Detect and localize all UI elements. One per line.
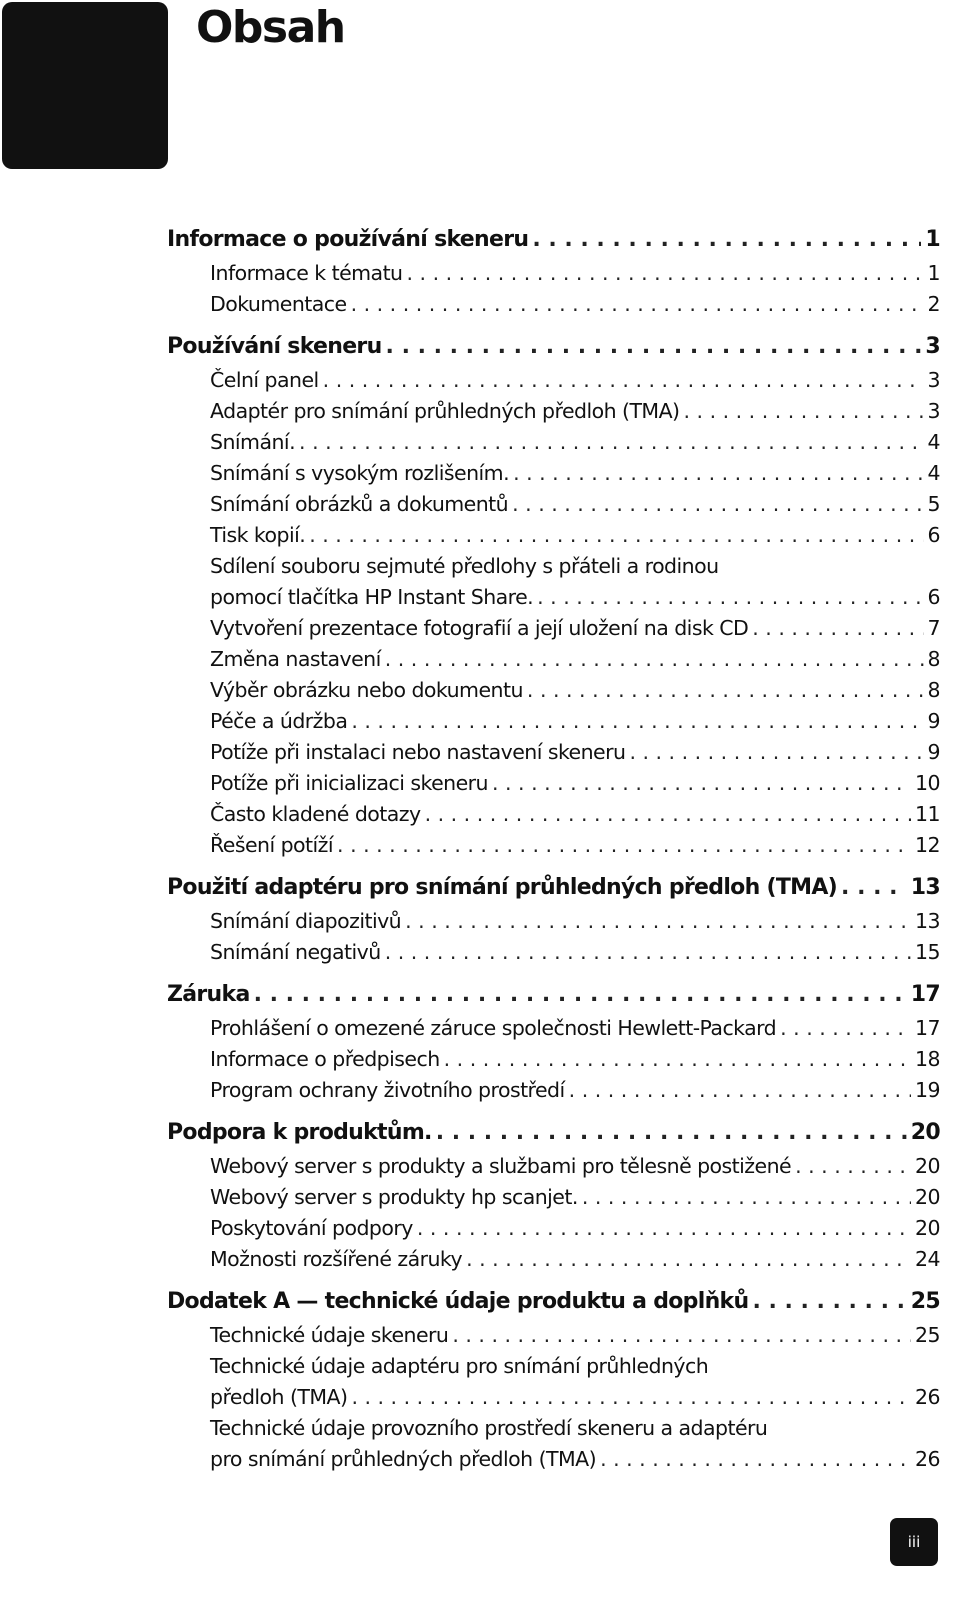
toc-entry-page: 1 bbox=[927, 261, 940, 285]
toc-chapter-entry[interactable] bbox=[167, 1115, 940, 1151]
toc-entry-title: Dokumentace bbox=[210, 292, 347, 316]
toc-entry[interactable] bbox=[167, 1320, 940, 1351]
toc-entry-page: 26 bbox=[915, 1385, 940, 1409]
toc-entry-title: Péče a údržba bbox=[210, 709, 348, 733]
toc-entry-page: 20 bbox=[915, 1216, 940, 1240]
toc-entry-title: Snímání obrázků a dokumentů bbox=[210, 492, 509, 516]
toc-entry-page: 3 bbox=[927, 368, 940, 392]
toc-entry-page: 9 bbox=[927, 740, 940, 764]
toc-chapter-page: 17 bbox=[910, 982, 940, 1007]
toc-entry-title: Snímání negativů bbox=[210, 940, 381, 964]
toc-entry-page: 15 bbox=[915, 940, 940, 964]
dot-leader bbox=[444, 1044, 911, 1075]
dot-leader bbox=[582, 1182, 911, 1213]
toc-entry-title: Vytvoření prezentace fotografií a její uložení na disk CD bbox=[210, 616, 749, 640]
toc-entry-title: Adaptér pro snímání průhledných předloh (TMA) bbox=[210, 399, 680, 423]
dot-leader bbox=[254, 977, 907, 1013]
dot-leader bbox=[351, 706, 923, 737]
toc-entry-title: Snímání diapozitivů bbox=[210, 909, 402, 933]
toc-entry-title: Možnosti rozšířené záruky bbox=[210, 1247, 463, 1271]
toc-entry[interactable] bbox=[167, 289, 940, 320]
toc-entry[interactable] bbox=[167, 737, 940, 768]
toc-entry-title: Tisk kopií. bbox=[210, 523, 306, 547]
toc-entry-title: Poskytování podpory bbox=[210, 1216, 413, 1240]
toc-entry[interactable] bbox=[167, 582, 940, 613]
toc-entry-page: 17 bbox=[915, 1016, 940, 1040]
toc-chapter-title: Informace o používání skeneru bbox=[167, 227, 529, 252]
dot-leader bbox=[537, 582, 923, 613]
dot-leader bbox=[386, 329, 922, 365]
toc-chapter-entry[interactable] bbox=[167, 329, 940, 365]
toc-entry-title: Potíže při inicializaci skeneru bbox=[210, 771, 488, 795]
toc-entry-line[interactable]: Sdílení souboru sejmuté předlohy s přáteli a rodinou bbox=[210, 554, 719, 578]
dot-leader bbox=[513, 458, 923, 489]
toc-entry-title: Řešení potíží bbox=[210, 833, 334, 857]
toc-entry[interactable] bbox=[167, 1182, 940, 1213]
toc-entry-title: Snímání. bbox=[210, 430, 296, 454]
dot-leader bbox=[417, 1213, 911, 1244]
toc-entry-page: 4 bbox=[927, 461, 940, 485]
toc-chapter-entry[interactable] bbox=[167, 870, 940, 906]
dot-leader bbox=[452, 1320, 911, 1351]
toc-entry-page: 19 bbox=[915, 1078, 940, 1102]
dot-leader bbox=[780, 1013, 911, 1044]
dot-leader bbox=[466, 1244, 911, 1275]
toc-section bbox=[167, 1115, 940, 1275]
dot-leader bbox=[752, 613, 923, 644]
toc-entry-title: Čelní panel bbox=[210, 368, 319, 392]
toc-chapter-page: 25 bbox=[910, 1289, 940, 1314]
toc-entry-page: 24 bbox=[915, 1247, 940, 1271]
toc-entry-page: 13 bbox=[915, 909, 940, 933]
toc-entry[interactable] bbox=[167, 1382, 940, 1413]
toc-entry[interactable] bbox=[167, 706, 940, 737]
toc-entry[interactable] bbox=[167, 768, 940, 799]
toc-entry[interactable] bbox=[167, 365, 940, 396]
dot-leader bbox=[337, 830, 911, 861]
toc-entry-page: 6 bbox=[927, 523, 940, 547]
toc-chapter-title: Dodatek A — technické údaje produktu a doplňků bbox=[167, 1289, 749, 1314]
toc-chapter-entry[interactable] bbox=[167, 222, 940, 258]
toc-chapter-title: Záruka bbox=[167, 982, 250, 1007]
dot-leader bbox=[532, 222, 921, 258]
toc-entry-page: 2 bbox=[927, 292, 940, 316]
toc-entry-title: Program ochrany životního prostředí bbox=[210, 1078, 565, 1102]
toc-entry[interactable] bbox=[167, 906, 940, 937]
dot-leader bbox=[527, 675, 924, 706]
toc-chapter-entry[interactable] bbox=[167, 977, 940, 1013]
dot-leader bbox=[629, 737, 923, 768]
toc-entry-page: 9 bbox=[927, 709, 940, 733]
dot-leader bbox=[600, 1444, 911, 1475]
toc-entry-page: 4 bbox=[927, 430, 940, 454]
toc-section bbox=[167, 870, 940, 968]
toc-entry-page: 25 bbox=[915, 1323, 940, 1347]
toc-chapter-page: 3 bbox=[925, 334, 940, 359]
dot-leader bbox=[492, 768, 911, 799]
dot-leader bbox=[351, 289, 924, 320]
toc-chapter-page: 13 bbox=[910, 875, 940, 900]
toc-entry[interactable] bbox=[167, 1213, 940, 1244]
dot-leader bbox=[323, 365, 924, 396]
toc-entry[interactable] bbox=[167, 458, 940, 489]
toc-entry-title: Snímání s vysokým rozlišením. bbox=[210, 461, 510, 485]
dot-leader bbox=[795, 1151, 911, 1182]
toc-entry[interactable] bbox=[167, 396, 940, 427]
toc-chapter-title: Podpora k produktům. bbox=[167, 1120, 432, 1145]
toc-entry-page: 26 bbox=[915, 1447, 940, 1471]
toc-entry-title: Informace o předpisech bbox=[210, 1047, 440, 1071]
toc-entry[interactable] bbox=[167, 1444, 940, 1475]
toc-entry-page: 20 bbox=[915, 1185, 940, 1209]
toc-section bbox=[167, 977, 940, 1106]
toc-section bbox=[167, 222, 940, 320]
toc-entry[interactable] bbox=[167, 1075, 940, 1106]
corner-tab-block bbox=[2, 2, 168, 169]
toc-entry-title: Technické údaje skeneru bbox=[210, 1323, 449, 1347]
toc-entry-title: Prohlášení o omezené záruce společnosti Hewlett-Packard bbox=[210, 1016, 777, 1040]
toc-entry-title: pomocí tlačítka HP Instant Share. bbox=[210, 585, 534, 609]
toc-entry-page: 8 bbox=[927, 678, 940, 702]
dot-leader bbox=[405, 906, 911, 937]
toc-entry[interactable] bbox=[167, 1044, 940, 1075]
toc-entry[interactable] bbox=[167, 937, 940, 968]
dot-leader bbox=[841, 870, 907, 906]
toc-entry-page: 8 bbox=[927, 647, 940, 671]
dot-leader bbox=[351, 1382, 911, 1413]
toc-entry-page: 7 bbox=[927, 616, 940, 640]
page-number: iii bbox=[890, 1518, 938, 1566]
toc-chapter-entry[interactable] bbox=[167, 1284, 940, 1320]
toc-entry[interactable] bbox=[167, 1013, 940, 1044]
toc-entry-title: Výběr obrázku nebo dokumentu bbox=[210, 678, 523, 702]
toc-entry-page: 12 bbox=[915, 833, 940, 857]
table-of-contents bbox=[167, 222, 940, 1484]
toc-entry-title: Informace k tématu bbox=[210, 261, 403, 285]
toc-entry[interactable] bbox=[167, 799, 940, 830]
toc-entry-page: 10 bbox=[915, 771, 940, 795]
toc-entry-title: Potíže při instalaci nebo nastavení skeneru bbox=[210, 740, 626, 764]
dot-leader bbox=[385, 644, 924, 675]
toc-entry[interactable] bbox=[167, 675, 940, 706]
toc-entry-page: 18 bbox=[915, 1047, 940, 1071]
toc-section bbox=[167, 1284, 940, 1475]
toc-entry[interactable] bbox=[167, 520, 940, 551]
toc-chapter-title: Používání skeneru bbox=[167, 334, 382, 359]
toc-chapter-page: 1 bbox=[925, 227, 940, 252]
toc-entry[interactable] bbox=[167, 427, 940, 458]
dot-leader bbox=[436, 1115, 907, 1151]
toc-section bbox=[167, 329, 940, 861]
toc-entry[interactable] bbox=[167, 258, 940, 289]
toc-entry-title: Změna nastavení bbox=[210, 647, 381, 671]
dot-leader bbox=[309, 520, 923, 551]
dot-leader bbox=[569, 1075, 911, 1106]
toc-chapter-page: 20 bbox=[910, 1120, 940, 1145]
toc-entry-title: předloh (TMA) bbox=[210, 1385, 348, 1409]
toc-entry-title: Často kladené dotazy bbox=[210, 802, 421, 826]
dot-leader bbox=[425, 799, 911, 830]
toc-entry-page: 3 bbox=[927, 399, 940, 423]
dot-leader bbox=[407, 258, 924, 289]
toc-entry-page: 11 bbox=[915, 802, 940, 826]
toc-entry-page: 6 bbox=[927, 585, 940, 609]
toc-entry-page: 5 bbox=[927, 492, 940, 516]
toc-entry-title: Webový server s produkty a službami pro tělesně postižené bbox=[210, 1154, 792, 1178]
toc-chapter-title: Použití adaptéru pro snímání průhledných předloh (TMA) bbox=[167, 875, 838, 900]
dot-leader bbox=[385, 937, 911, 968]
dot-leader bbox=[684, 396, 924, 427]
toc-entry[interactable] bbox=[167, 489, 940, 520]
toc-entry-page: 20 bbox=[915, 1154, 940, 1178]
toc-entry-line[interactable]: Technické údaje adaptéru pro snímání průhledných bbox=[210, 1354, 709, 1378]
toc-entry-title: pro snímání průhledných předloh (TMA) bbox=[210, 1447, 597, 1471]
page-title: Obsah bbox=[196, 2, 345, 53]
dot-leader bbox=[752, 1284, 906, 1320]
toc-entry[interactable] bbox=[167, 1151, 940, 1182]
dot-leader bbox=[299, 427, 923, 458]
toc-entry-title: Webový server s produkty hp scanjet. bbox=[210, 1185, 578, 1209]
dot-leader bbox=[512, 489, 923, 520]
toc-entry[interactable] bbox=[167, 830, 940, 861]
toc-entry-line[interactable]: Technické údaje provozního prostředí skeneru a adaptéru bbox=[210, 1416, 768, 1440]
toc-entry[interactable] bbox=[167, 1244, 940, 1275]
toc-entry[interactable] bbox=[167, 613, 940, 644]
toc-entry[interactable] bbox=[167, 644, 940, 675]
